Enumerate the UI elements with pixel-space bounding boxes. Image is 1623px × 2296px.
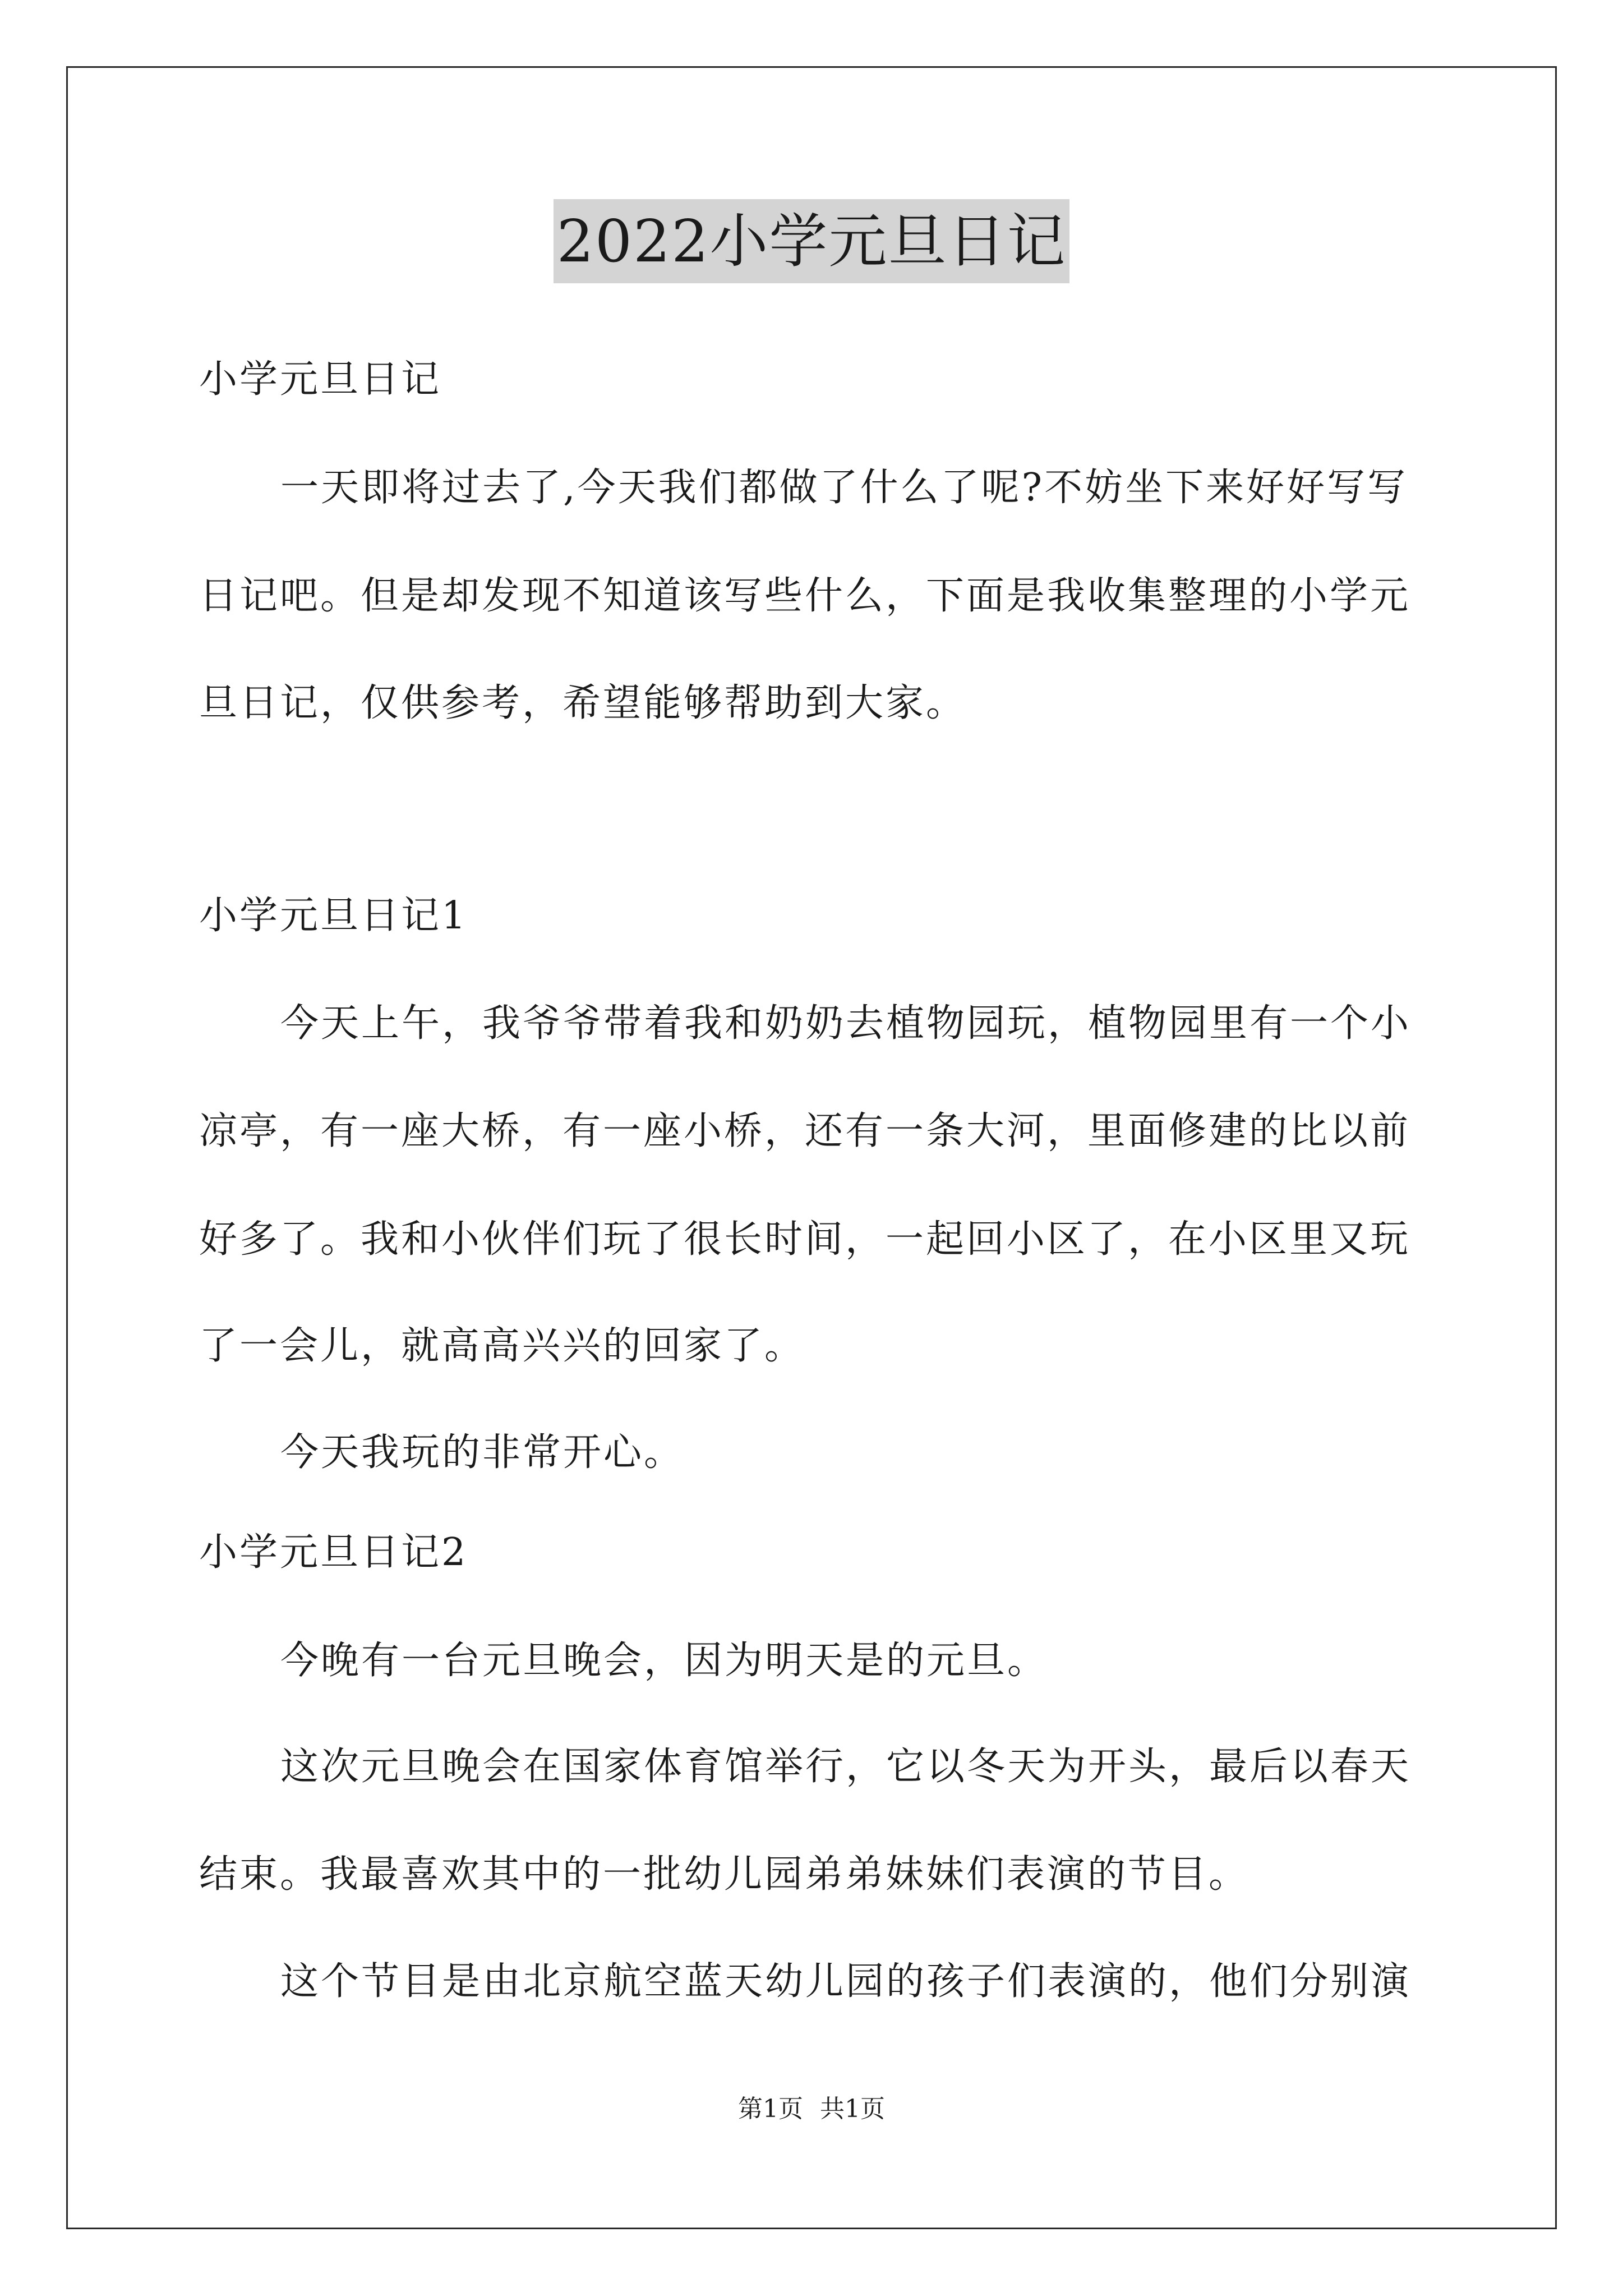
intro-line-2: 日记吧。但是却发现不知道该写些什么，下面是我收集整理的小学元 xyxy=(199,574,1411,618)
entry2-line-2: 结束。我最喜欢其中的一批幼儿园弟弟妹妹们表演的节目。 xyxy=(199,1852,1249,1897)
entry2-paragraph-3: 这个节目是由北京航空蓝天幼儿园的孩子们表演的，他们分别演 xyxy=(280,1959,1412,2004)
title-container xyxy=(0,199,1623,283)
intro-line-1: 一天即将过去了,今天我们都做了什么了呢?不妨坐下来好好写写 xyxy=(280,466,1408,510)
entry1-line-3: 好多了。我和小伙伴们玩了很长时间，一起回小区了，在小区里又玩 xyxy=(199,1217,1411,1262)
page-footer xyxy=(0,2092,1623,2126)
entry2-line-1: 这次元旦晚会在国家体育馆举行，它以冬天为开头，最后以春天 xyxy=(280,1745,1412,1789)
entry2-paragraph-1: 今晚有一台元旦晚会，因为明天是的元旦。 xyxy=(280,1639,1048,1683)
entry1-line-4: 了一会儿，就高高兴兴的回家了。 xyxy=(199,1324,805,1368)
heading-entry-1: 小学元旦日记1 xyxy=(199,894,468,938)
entry1-line-1: 今天上午，我爷爷带着我和奶奶去植物园玩，植物园里有一个小 xyxy=(280,1001,1412,1046)
entry1-line-2: 凉亭，有一座大桥，有一座小桥，还有一条大河，里面修建的比以前 xyxy=(199,1109,1411,1153)
entry1-paragraph-2: 今天我玩的非常开心。 xyxy=(280,1430,685,1475)
intro-line-3: 旦日记，仅供参考，希望能够帮助到大家。 xyxy=(199,681,967,725)
page-total: 共1页 xyxy=(820,2095,885,2123)
heading-intro: 小学元旦日记 xyxy=(199,357,442,402)
page-number: 第1页 xyxy=(738,2095,803,2123)
document-title: 2022小学元旦日记 xyxy=(554,199,1070,283)
heading-entry-2: 小学元旦日记2 xyxy=(199,1530,468,1575)
